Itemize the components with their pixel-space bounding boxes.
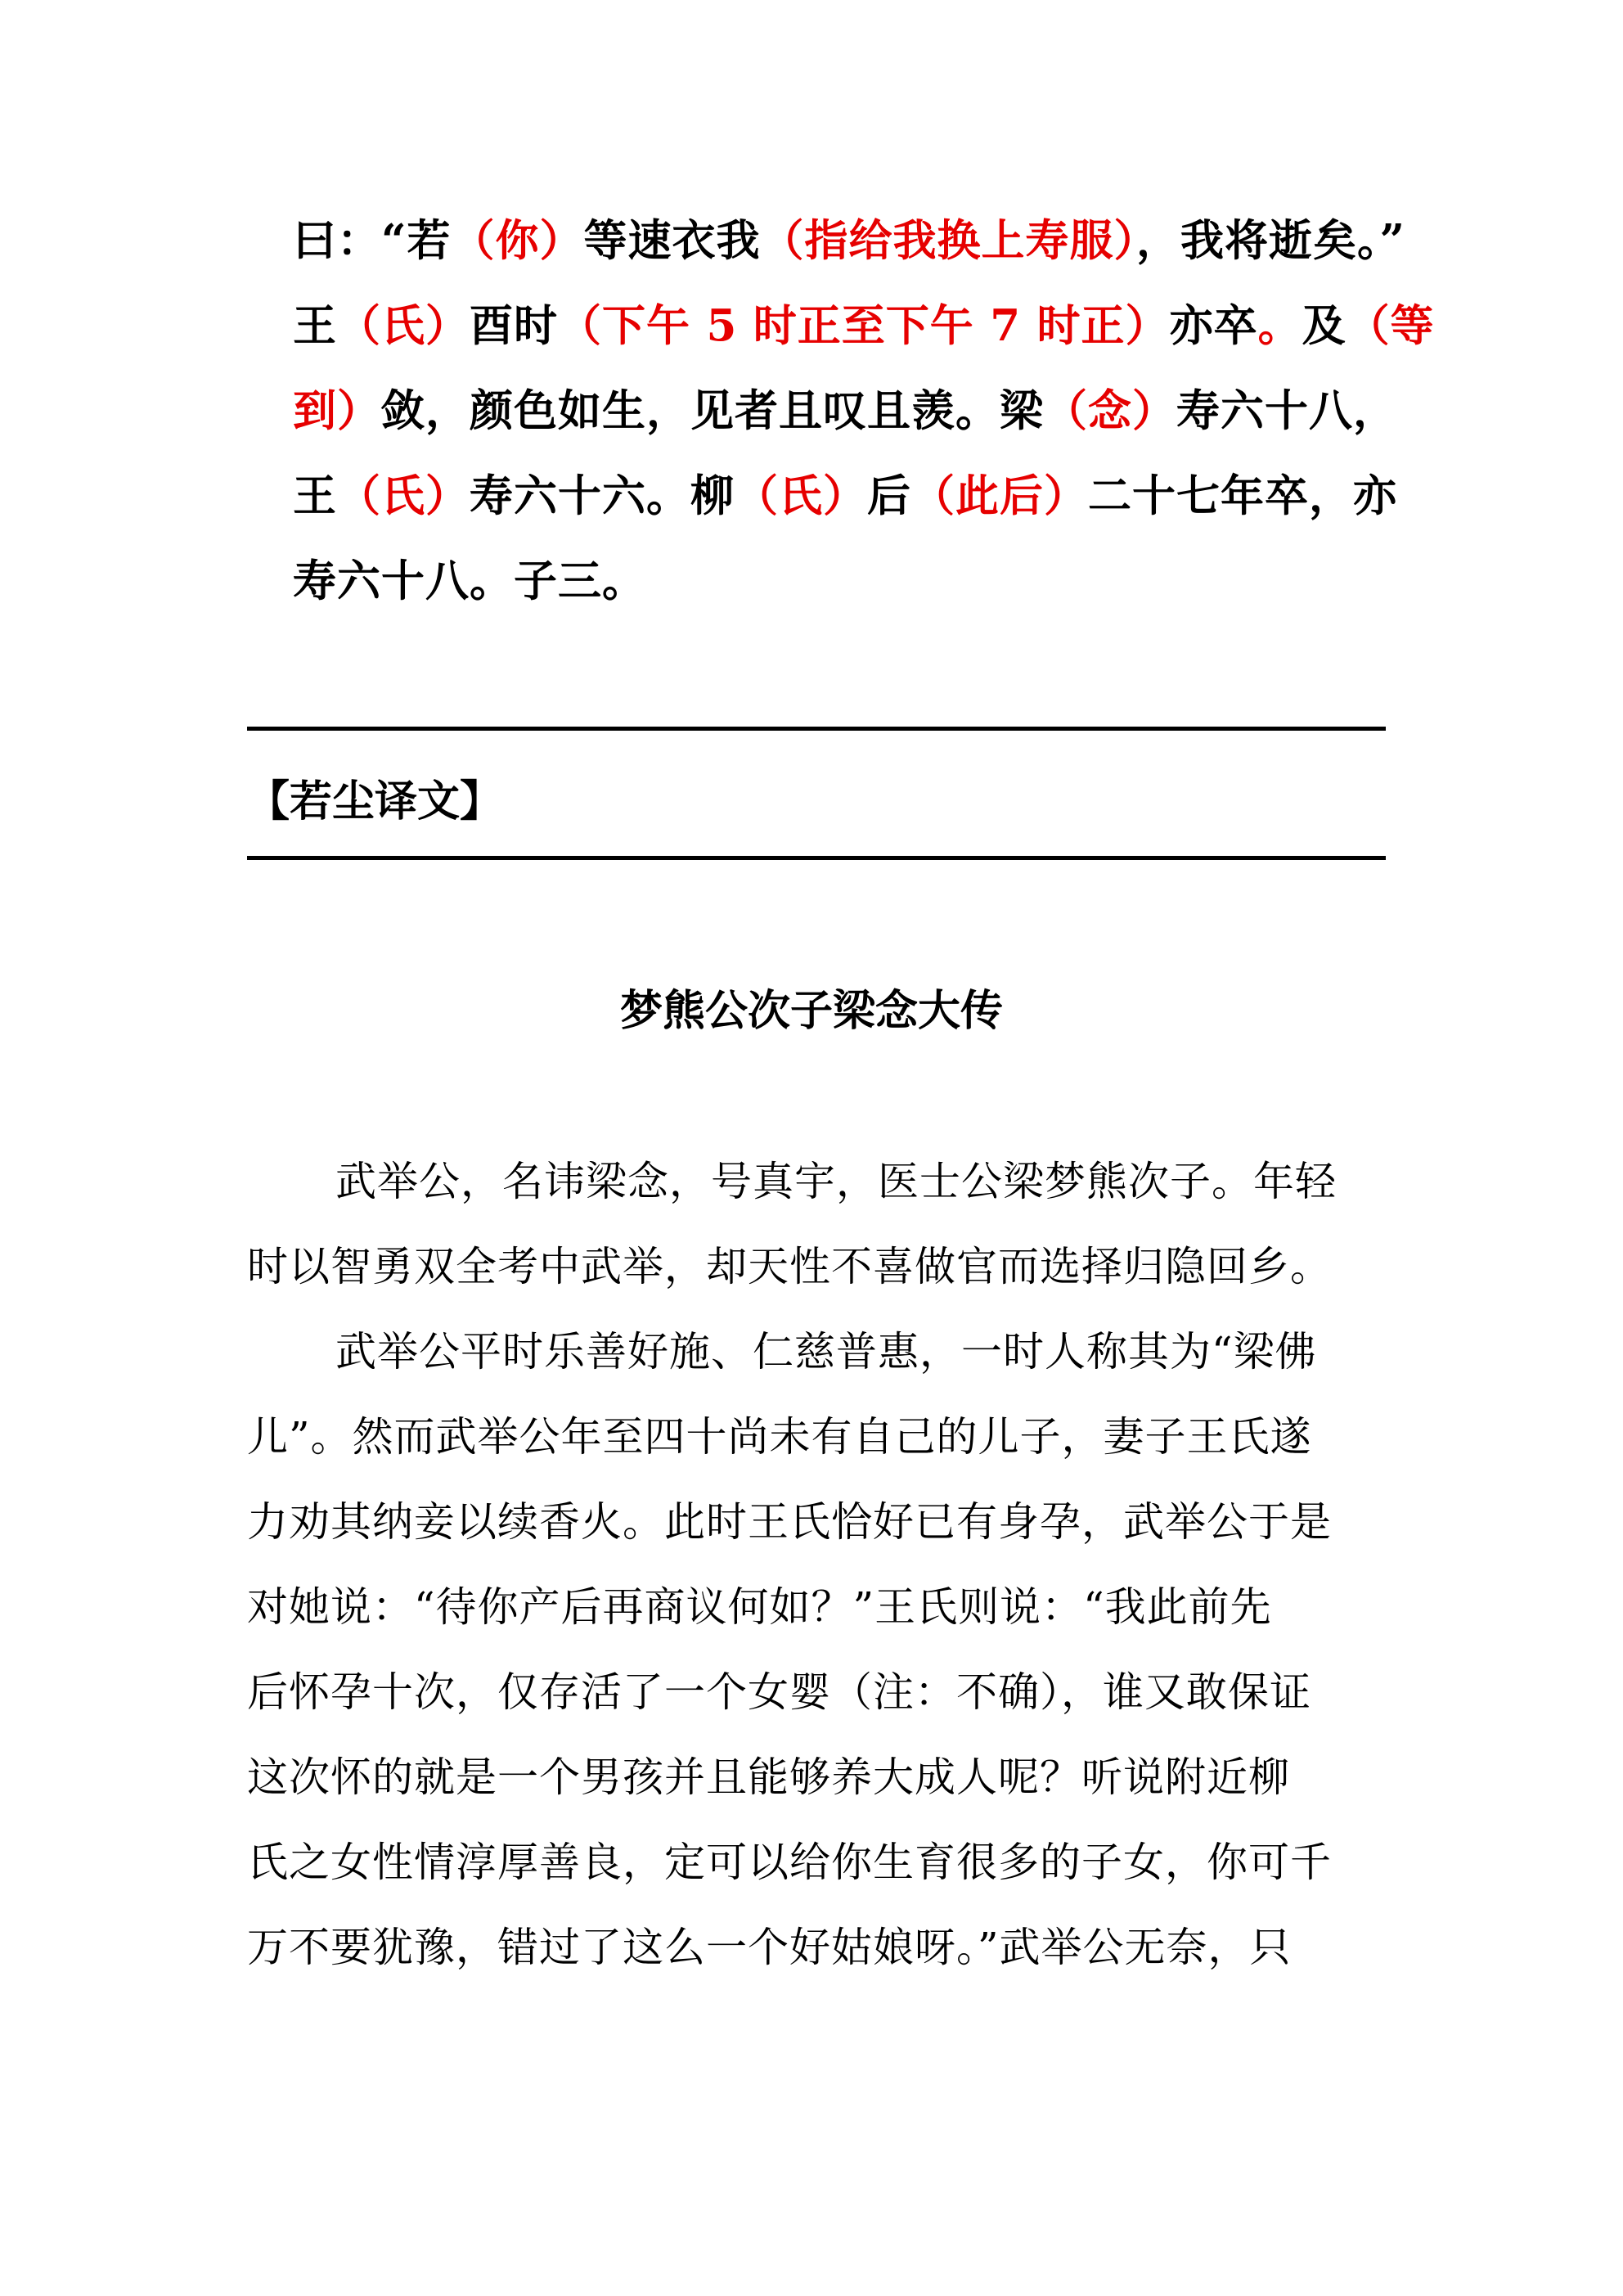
annotated-line [293,453,1397,538]
original-text: 曰：“若 [293,215,452,266]
annotation-text: （氏） [735,470,867,521]
annotation-text: （念） [1044,385,1176,436]
annotation-text: （指给我换上寿服） [760,215,1136,266]
annotation-text: 。 [1257,300,1302,351]
section-heading: 【若尘译文】 [247,777,503,826]
body-line: 武举公平时乐善好施、仁慈普惠，一时人称其为“梁佛 [335,1328,1317,1375]
original-text: 寿六十六。柳 [470,470,735,521]
body-line: 这次怀的就是一个男孩并且能够养大成人呢？听说附近柳 [247,1754,1290,1801]
annotation-text: （氏） [337,470,470,521]
original-text: 等速衣我 [583,215,761,266]
bottom-divider [247,856,1386,860]
annotated-line [293,198,1405,283]
original-text: 亦卒 [1169,300,1258,351]
body-line: 万不要犹豫，错过了这么一个好姑娘呀。”武举公无奈，只 [247,1924,1292,1971]
body-line: 力劝其纳妾以续香火。此时王氏恰好已有身孕，武举公于是 [247,1498,1332,1546]
body-line: 儿”。然而武举公年至四十尚未有自己的儿子，妻子王氏遂 [247,1413,1312,1461]
original-text: 酉时 [470,300,558,351]
original-text: 寿六十八， [1176,385,1397,436]
original-text: 后 [867,470,911,521]
annotated-line [293,538,1389,624]
top-divider [247,727,1386,731]
body-line: 武举公，名讳梁念，号真宇，医士公梁梦熊次子。年轻 [335,1158,1337,1205]
body-line: 对她说：“待你产后再商议何如？”王氏则说：“我此前先 [247,1583,1272,1631]
original-text: 敛，颜色如生，见者且叹且羡。梁 [381,385,1044,436]
article-title: 梦熊公次子梁念大传 [619,986,1003,1036]
annotation-text: （你） [451,215,584,266]
original-text: 寿六十八。子三。 [293,556,646,606]
annotation-text: （等 [1346,300,1435,351]
body-line: 时以智勇双全考中武举，却天性不喜做官而选择归隐回乡。 [247,1243,1332,1290]
original-text: 二十七年卒，亦 [1088,470,1397,521]
annotation-text: （氏） [337,300,470,351]
annotation-text: （此后） [911,470,1088,521]
annotation-text: （下午 5 时正至下午 7 时正） [558,300,1170,351]
original-text: ，我将逝矣。” [1136,215,1405,266]
original-text: 王 [293,300,337,351]
original-text: 及 [1302,300,1347,351]
annotation-text: 到） [293,385,381,436]
original-text: 王 [293,470,337,521]
annotated-line [293,283,1435,368]
body-line: 氏之女性情淳厚善良，定可以给你生育很多的子女，你可千 [247,1839,1332,1886]
body-line: 后怀孕十次，仅存活了一个女婴（注：不确），谁又敢保证 [247,1668,1311,1716]
annotated-line [293,368,1397,453]
